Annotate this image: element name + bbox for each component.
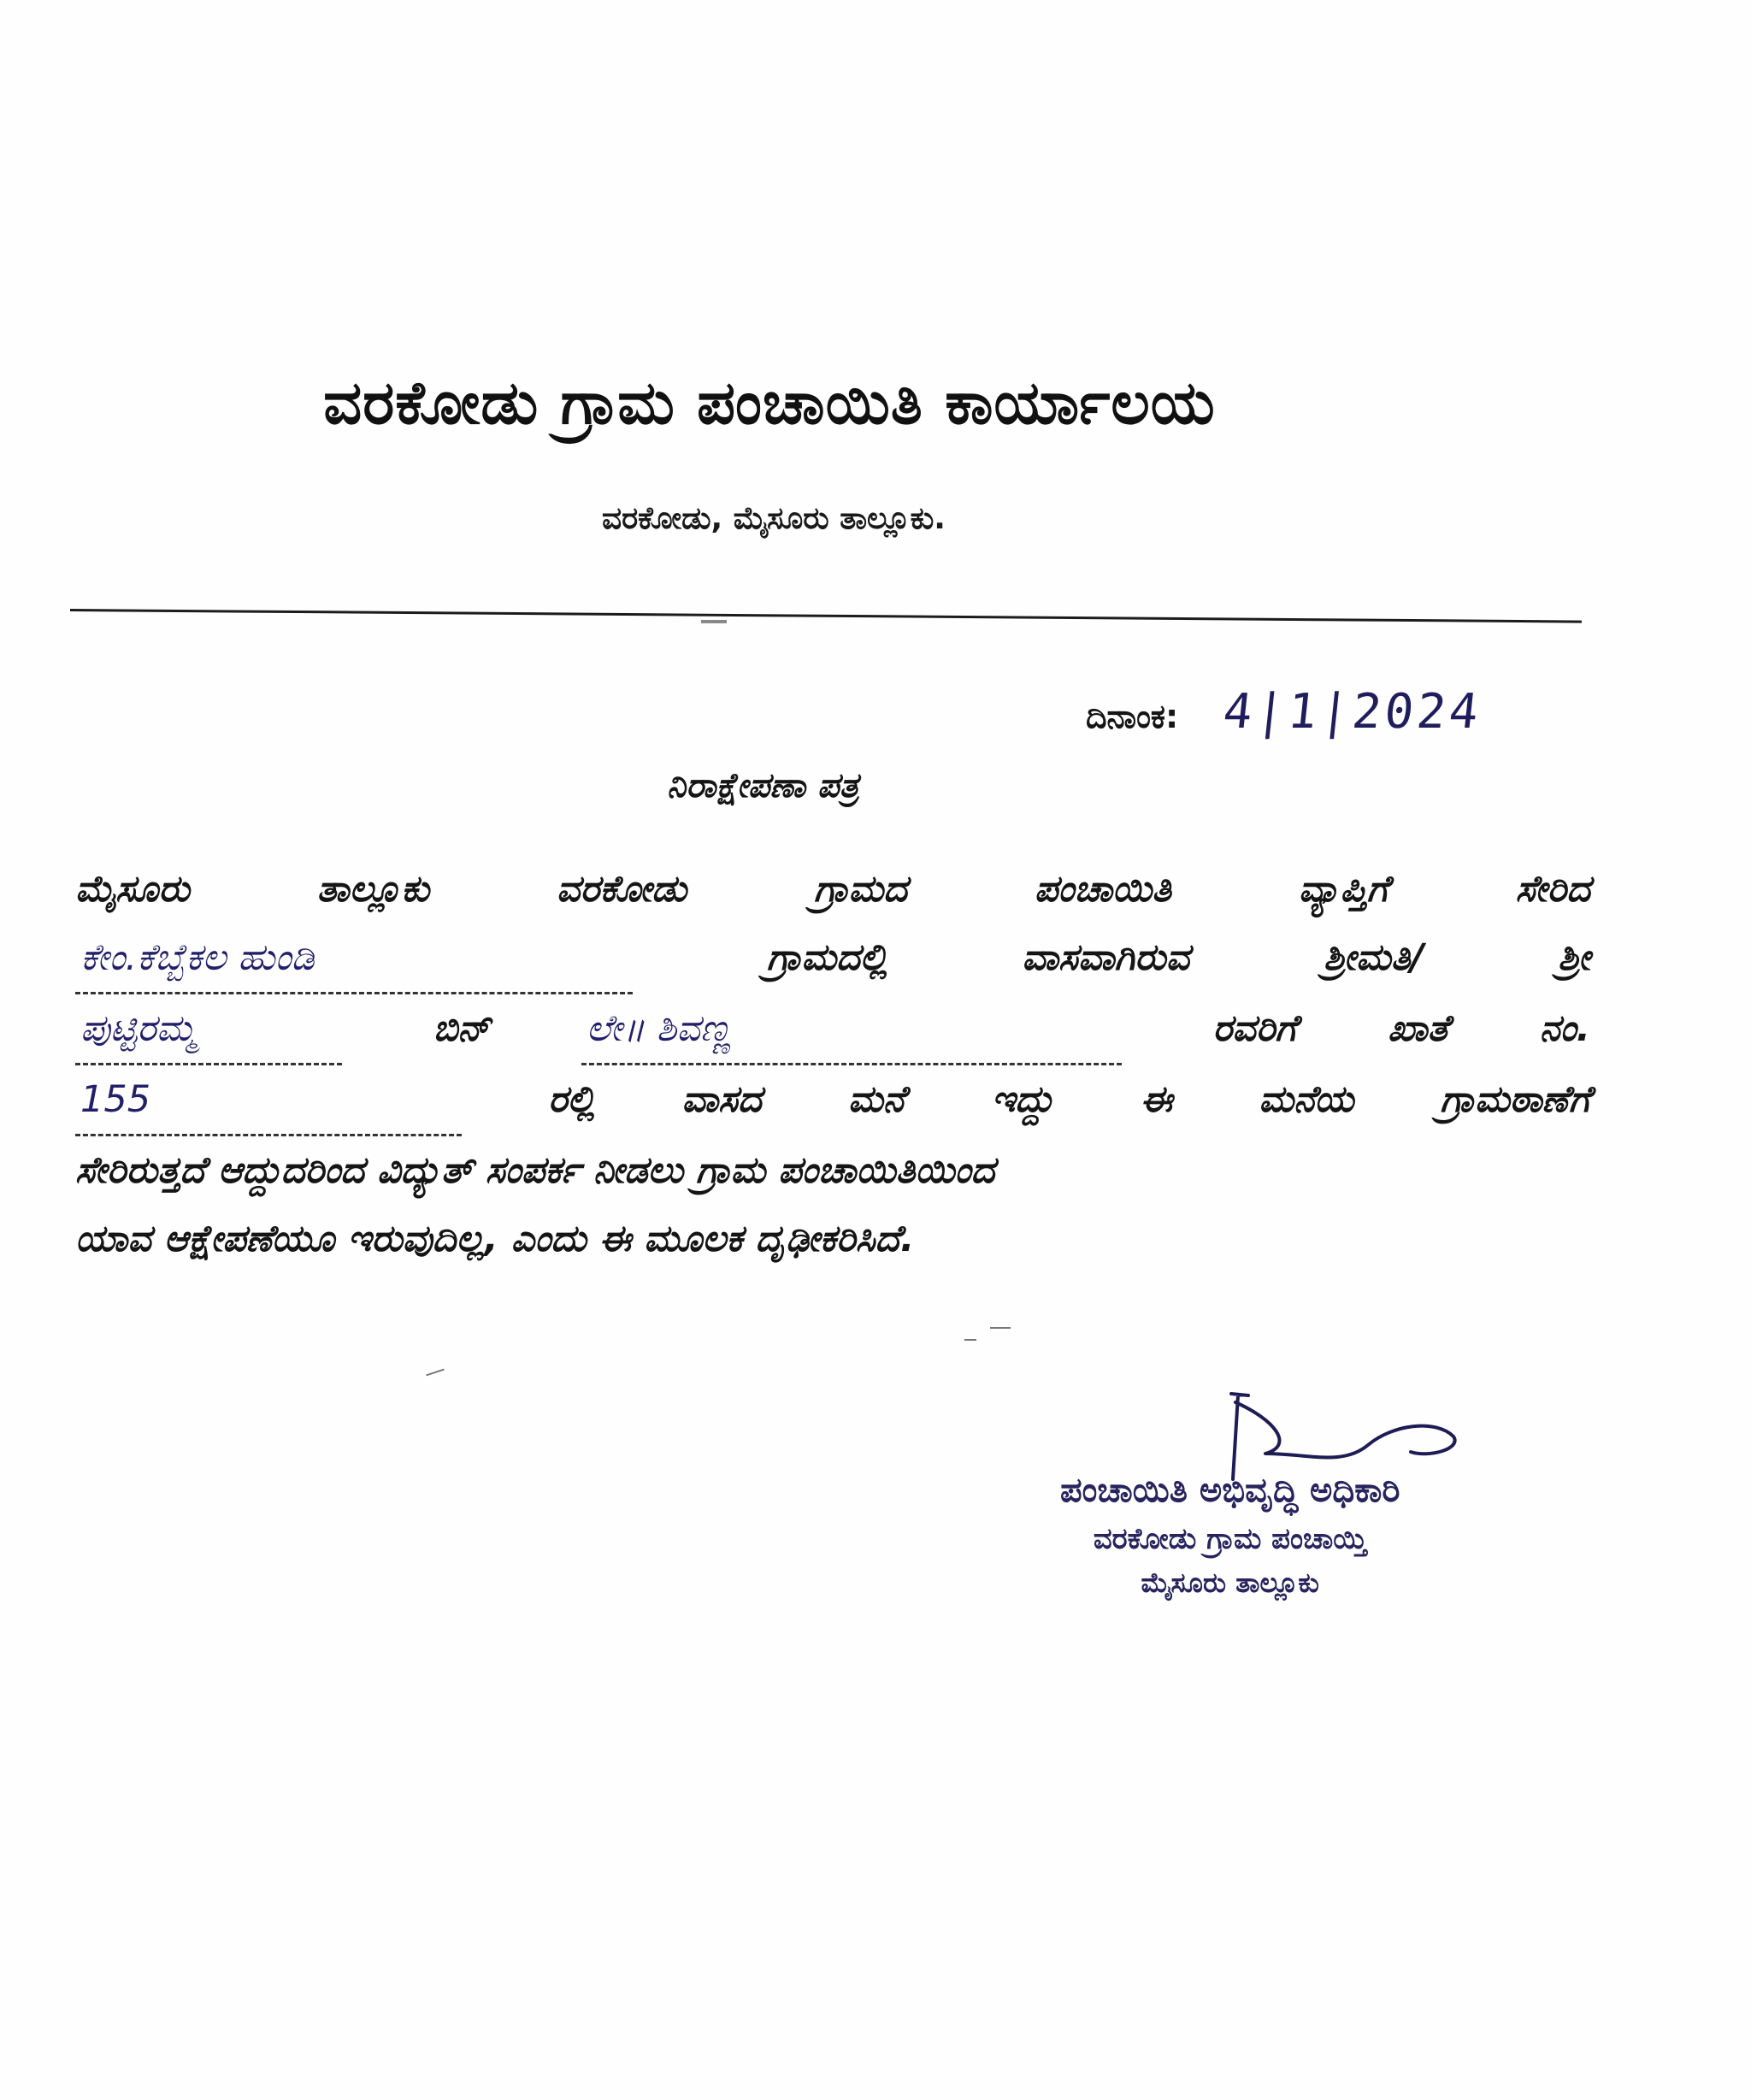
body-word: ರವರಿಗೆ (1212, 1007, 1297, 1050)
body-word: ವಾಸದ (681, 1078, 762, 1121)
body-word: ವಾಸವಾಗಿರುವ (1022, 936, 1190, 979)
body-word: ಶ್ರೀಮತಿ/ (1324, 936, 1424, 979)
body-line-1 (75, 855, 1590, 923)
body-word: ರಲ್ಲಿ (548, 1078, 596, 1121)
date-value: 4|1|2024 (1221, 684, 1485, 740)
body-word: ಮೈಸೂರು (75, 868, 190, 911)
body-word: ಶ್ರೀ (1558, 936, 1590, 979)
document-title: ನಿರಾಕ್ಷೇಪಣಾ ಪತ್ರ (667, 766, 859, 805)
paper-speck (990, 1327, 1011, 1329)
date-row (1086, 684, 1485, 740)
body-word: ಇದ್ದು (991, 1078, 1054, 1121)
body-line-2 (75, 923, 1590, 994)
body-word: ಈ (1140, 1078, 1173, 1121)
seal-taluk: ಮೈಸೂರು ತಾಲ್ಲೂಕು (1141, 1566, 1319, 1599)
body-line-5 (75, 1136, 1590, 1205)
seal-designation: ಪಂಚಾಯಿತಿ ಅಭಿವೃದ್ಧಿ ಅಧಿಕಾರಿ (1060, 1471, 1400, 1510)
body-word: ವ್ಯಾಪ್ತಿಗೆ (1298, 868, 1388, 911)
divider-mark (701, 620, 727, 623)
paper-speck (426, 1369, 445, 1377)
paper-speck (964, 1339, 976, 1341)
body-word: ಗ್ರಾಮದಲ್ಲಿ (766, 936, 888, 979)
village-name-field: ಕೇಂ.ಕೆಬ್ಬೆಕಲ ಹುಂಡಿ (75, 923, 633, 994)
body-line-3 (75, 994, 1590, 1065)
body-word: ಗ್ರಾಮದ (814, 868, 908, 911)
date-label: ದಿನಾಂಕ: (1086, 698, 1179, 735)
body-word: ಮನೆ (847, 1078, 905, 1121)
office-title: ವರಕೋಡು ಗ್ರಾಮ ಪಂಚಾಯಿತಿ ಕಾರ್ಯಾಲಯ (323, 368, 1216, 438)
certificate-body (75, 855, 1590, 1273)
body-word: ಪಂಚಾಯಿತಿ (1034, 868, 1171, 911)
body-word: ಸೇರಿದ (1515, 868, 1590, 911)
office-address: ವರಕೋಡು, ಮೈಸೂರು ತಾಲ್ಲೂಕು. (602, 501, 946, 536)
body-line-6 (75, 1205, 1590, 1273)
body-word: ವರಕೋಡು (556, 868, 687, 911)
body-word: ಖಾತೆ (1388, 1007, 1449, 1050)
body-word: ತಾಲ್ಲೂಕು (316, 868, 430, 911)
seal-office: ವರಕೋಡು ಗ್ರಾಮ ಪಂಚಾಯ್ತಿ (1093, 1522, 1367, 1556)
resident-name-field: ಪುಟ್ಟಿರಮ್ಮ (75, 994, 342, 1065)
body-word: ಬಿನ್ (433, 1007, 491, 1050)
body-line-4 (75, 1065, 1590, 1136)
body-text: ಸೇರಿರುತ್ತದೆ ಆದ್ದುದರಿಂದ ವಿದ್ಯುತ್ ಸಂಪರ್ಕ ನೀಡಲು ಗ್ರಾಮ ಪಂಚಾಯಿತಿಯಿಂದ (75, 1149, 995, 1192)
father-name-field: ಲೇ॥ ಶಿವಣ್ಣ (581, 994, 1122, 1065)
body-word: ಗ್ರಾಮಠಾಣೆಗೆ (1440, 1078, 1590, 1121)
body-word: ನಂ. (1539, 1007, 1590, 1050)
khata-number-field: 155 (75, 1065, 462, 1136)
header-divider (70, 609, 1582, 623)
official-seal (1060, 1471, 1400, 1600)
body-text: ಯಾವ ಆಕ್ಷೇಪಣೆಯೂ ಇರುವುದಿಲ್ಲ, ಎಂದು ಈ ಮೂಲಕ ದೃಢೀಕರಿಸಿದೆ. (75, 1218, 915, 1260)
body-word: ಮನೆಯ (1259, 1078, 1354, 1121)
